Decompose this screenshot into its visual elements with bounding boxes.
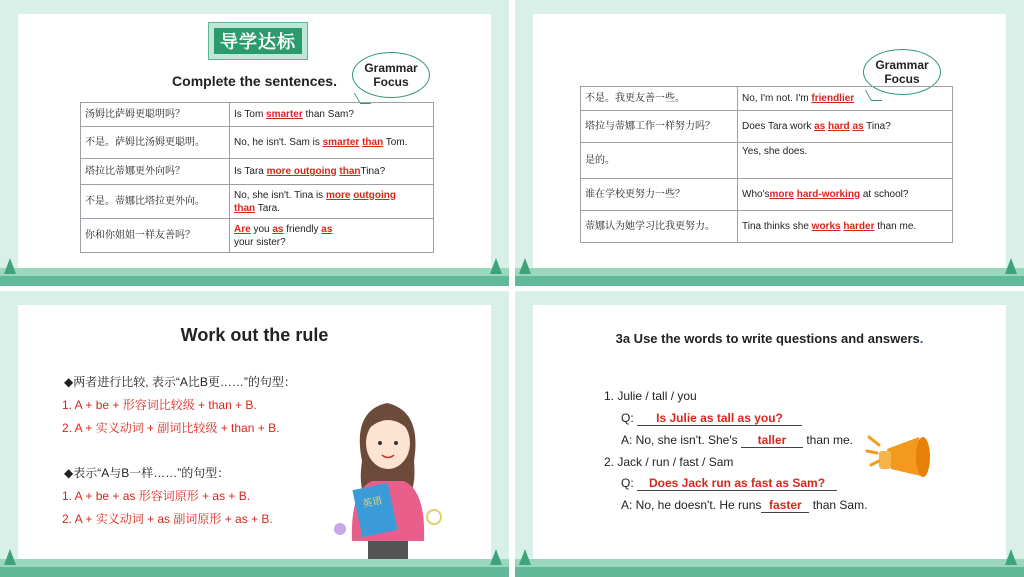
slide-work-out-rule [0, 291, 509, 577]
text: No, I'm not. I'm [742, 93, 809, 104]
cn-cell: 你和你姐姐一样友善吗？ [81, 219, 230, 253]
bubble-line: Grammar [364, 61, 418, 75]
bubble-line: Grammar [875, 58, 929, 72]
answer: than [362, 137, 384, 148]
answer: as [852, 121, 864, 132]
answer: as [272, 223, 284, 235]
cn-cell: 蒂娜认为她学习比我更努力。 [581, 211, 738, 243]
answer: smarter [322, 137, 360, 148]
en-cell [230, 159, 434, 185]
tree-icon [1005, 258, 1017, 274]
bubble-line: Focus [884, 72, 920, 86]
cn-cell: 塔拉比蒂娜更外向吗？ [81, 159, 230, 185]
text: Tom. [383, 137, 408, 148]
text: than Sam? [302, 109, 354, 120]
girl-holding-book-illustration [322, 391, 452, 559]
answer-blank: Is Julie as tall as you? [637, 411, 802, 426]
eye [394, 441, 398, 445]
text: A: No, she isn't. She's [621, 433, 741, 447]
q-label: Q: [621, 476, 634, 490]
skirt-shape [368, 541, 408, 559]
answer: more [325, 189, 351, 201]
text: Tara. [255, 202, 280, 214]
slide-3a-exercise [515, 291, 1024, 577]
tree-icon [4, 258, 16, 274]
sound-lines [867, 437, 879, 465]
table-row [81, 219, 434, 253]
answer: harder [843, 221, 875, 232]
answer-blank: Does Jack run as fast as Sam? [637, 476, 837, 491]
answer-blank: taller [741, 433, 803, 448]
section-badge-label: 导学达标 [214, 28, 302, 54]
text: No, she isn't. Tina is [234, 189, 326, 201]
slide-title: Work out the rule [180, 325, 329, 345]
bubble-line: Focus [373, 75, 409, 89]
rule-heading: ◆两者进行比较, 表示“A比B更……”的句型： [64, 375, 296, 389]
eye [378, 441, 382, 445]
answer: more [769, 189, 794, 200]
cn-cell: 是的。 [581, 143, 738, 179]
question-line [621, 476, 837, 491]
answer: more outgoing [266, 166, 337, 177]
tree-icon [4, 549, 16, 565]
grammar-focus-bubble [352, 52, 430, 98]
table-row [581, 211, 953, 243]
table-row [81, 103, 434, 127]
slide-grammar-focus-2 [515, 0, 1024, 286]
text: than me. [802, 433, 854, 447]
text: No, he isn't. Sam is [234, 137, 323, 148]
answer-blank: faster [761, 498, 809, 513]
answer: friendlier [811, 93, 855, 104]
text: your sister? [234, 236, 286, 248]
en-cell [738, 179, 953, 211]
megaphone-handle [879, 451, 891, 469]
answer: as [321, 223, 333, 235]
slide-subtitle: Complete the sentences. [172, 73, 337, 89]
answer: than [234, 202, 256, 214]
text: than Sam. [809, 498, 868, 512]
text: you [250, 223, 273, 235]
grammar-table [580, 86, 953, 243]
rule-line: 1. A + be + 形容词比较级 + than + B. [62, 398, 257, 412]
answer: outgoing [353, 189, 396, 201]
grass-band-dark [0, 276, 509, 286]
table-row [581, 179, 953, 211]
tree-icon [1005, 549, 1017, 565]
table-row [581, 111, 953, 143]
en-cell [230, 185, 434, 219]
section-badge [208, 22, 308, 60]
text: Is Tara [234, 166, 267, 177]
flower-icon [427, 510, 441, 524]
text: friendly [283, 223, 322, 235]
text: than me. [874, 221, 917, 232]
en-cell: Yes, she does. [738, 143, 953, 179]
answer: as [814, 121, 826, 132]
grass-band-dark [515, 276, 1024, 286]
answer-line [621, 498, 867, 513]
rule-heading: ◆表示“A与B一样……”的句型： [64, 466, 230, 480]
table-row [81, 185, 434, 219]
text: Tina thinks she [742, 221, 812, 232]
answer: smarter [266, 109, 303, 120]
en-cell [230, 127, 434, 159]
table-row [81, 127, 434, 159]
cn-cell: 不是。我更友善一些。 [581, 87, 738, 111]
exercise-item: 2. Jack / run / fast / Sam [604, 455, 734, 469]
answer: hard-working [796, 189, 861, 200]
tree-icon [490, 258, 502, 274]
text: Tina? [360, 166, 386, 177]
en-cell [738, 87, 953, 111]
megaphone-icon [865, 429, 937, 489]
text: Who's [742, 189, 770, 200]
text: Is Tom [234, 109, 267, 120]
megaphone-mouth [916, 437, 930, 477]
book-label: 英语 [361, 495, 384, 511]
text: Does Tara work [742, 121, 815, 132]
flower-icon [334, 523, 346, 535]
text: at school? [860, 189, 909, 200]
answer-line [621, 433, 853, 448]
cn-cell: 谁在学校更努力一些？ [581, 179, 738, 211]
rule-line: 2. A + 实义动词 + 副词比较级 + than + B. [62, 421, 280, 435]
grass-band-dark [0, 567, 509, 577]
text: A: No, he doesn't. He runs [621, 498, 762, 512]
title-dot: . [919, 331, 924, 346]
table-row [581, 87, 953, 111]
tree-icon [519, 549, 531, 565]
rule-line: 1. A + be + as 形容词原形 + as + B. [62, 489, 251, 503]
answer: hard [827, 121, 850, 132]
slide-grammar-focus-1 [0, 0, 509, 286]
text: Tina? [863, 121, 891, 132]
tree-icon [490, 549, 502, 565]
question-line [621, 411, 802, 426]
en-cell [738, 211, 953, 243]
en-cell [230, 219, 434, 253]
en-cell [230, 103, 434, 127]
answer: than [339, 166, 361, 177]
grass-band-dark [515, 567, 1024, 577]
answer: Are [234, 223, 251, 235]
grammar-table [80, 102, 434, 253]
rule-line: 2. A + 实义动词 + as 副词原形 + as + B. [62, 512, 273, 526]
title-text: 3a Use the words to write questions and answers [615, 331, 920, 346]
tree-icon [519, 258, 531, 274]
cn-cell: 汤姆比萨姆更聪明吗？ [81, 103, 230, 127]
answer: works [811, 221, 841, 232]
cn-cell: 塔拉与蒂娜工作一样努力吗？ [581, 111, 738, 143]
en-cell [738, 111, 953, 143]
slide-title [515, 331, 1024, 346]
cn-cell: 不是。萨姆比汤姆更聪明。 [81, 127, 230, 159]
exercise-item: 1. Julie / tall / you [604, 389, 697, 403]
q-label: Q: [621, 411, 634, 425]
table-row [81, 159, 434, 185]
cn-cell: 不是。蒂娜比塔拉更外向。 [81, 185, 230, 219]
table-row [581, 143, 953, 179]
